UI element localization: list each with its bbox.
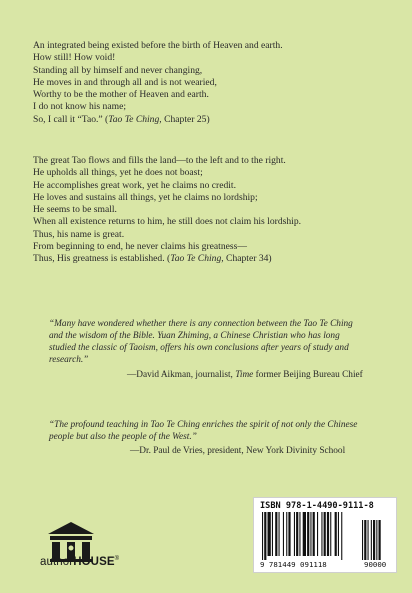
poem-chapter-25: [33, 40, 383, 126]
publisher-name: authorHOUSE®: [40, 556, 120, 568]
poem-line: Thus, his name is great.: [33, 228, 125, 240]
poem-line: How still! How void!: [33, 52, 116, 64]
poem-line: I do not know his name;: [33, 101, 126, 113]
endorsement-attribution-aikman: —David Aikman, journalist, Time former Beijing Bureau Chief: [127, 370, 363, 380]
poem-line: He accomplishes great work, yet he claims no credit.: [33, 179, 236, 191]
poem-line: He loves and sustains all things, yet he claims no lordship;: [33, 191, 258, 203]
poem-line: When all existence returns to him, he still does not claim his lordship.: [33, 216, 302, 228]
poem-line: He moves in and through all and is not wearied,: [33, 76, 217, 88]
poem-line: An integrated being existed before the birth of Heaven and earth.: [33, 40, 283, 51]
quote-line: studied the classic of Taoism, offers his own conclusions after years of study and: [49, 343, 349, 354]
poem-line: From beginning to end, he never claims his greatness—: [33, 241, 247, 253]
endorsement-attribution-de-vries: —Dr. Paul de Vries, president, New York Divinity School: [130, 446, 346, 456]
quote-line: and the wisdom of the Bible. Yuan Zhiming, a Chinese Christian who has long: [49, 331, 340, 342]
poem-line: Worthy to be the mother of Heaven and earth.: [33, 89, 209, 101]
poem-line: He upholds all things, yet he does not boast;: [33, 167, 203, 179]
poem-line-citation: So, I call it “Tao.” (Tao Te Ching, Chapter 25): [33, 113, 210, 125]
poem-line-citation: Thus, His greatness is established. (Tao Te Ching, Chapter 34): [33, 253, 272, 265]
barcode-digits: 9 781449 091118 90000: [260, 560, 387, 569]
poem-line: Standing all by himself and never changing,: [33, 64, 203, 76]
isbn-barcode: [253, 497, 397, 573]
barcode-bars-icon: [260, 512, 392, 560]
quote-line: research.”: [49, 355, 89, 366]
endorsement-quote-aikman: [49, 318, 379, 366]
endorsement-quote-de-vries: [49, 419, 379, 443]
quote-line: “The profound teaching in Tao Te Ching enriches the spirit of not only the Chinese: [49, 420, 358, 430]
poem-chapter-34: [33, 155, 383, 266]
quote-line: “Many have wondered whether there is any connection between the Tao Te Ching: [49, 319, 353, 329]
poem-line: The great Tao flows and fills the land—to the left and to the right.: [33, 155, 286, 166]
poem-line: He seems to be small.: [33, 204, 117, 216]
isbn-label: ISBN 978-1-4490-9111-8: [260, 501, 374, 511]
quote-line: people but also the people of the West.”: [49, 432, 197, 443]
